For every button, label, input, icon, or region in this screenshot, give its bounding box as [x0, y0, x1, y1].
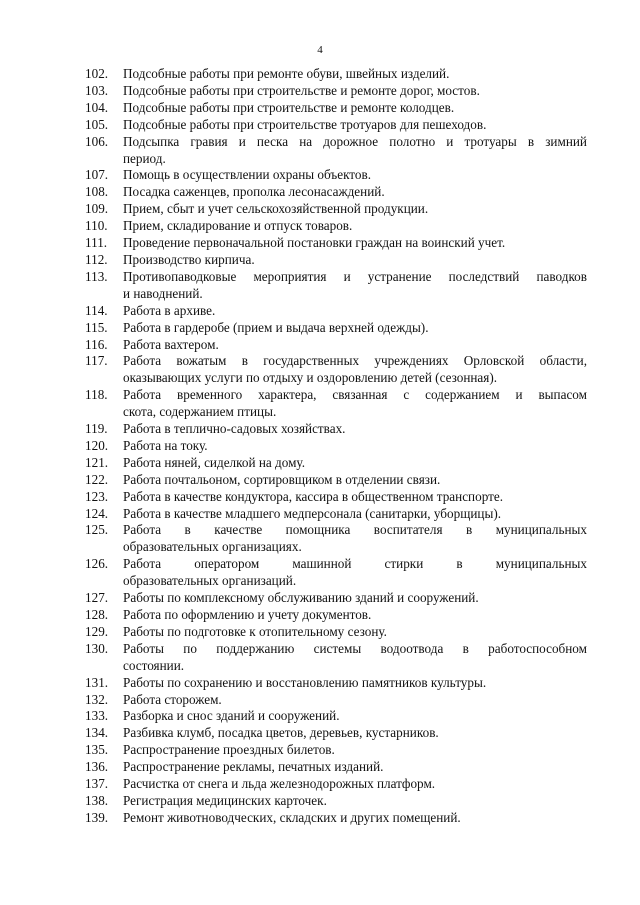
item-text: Работа няней, сиделкой на дому. [123, 454, 305, 470]
item-text: Работа вахтером. [123, 336, 219, 352]
list-item [85, 708, 587, 725]
numbered-list [85, 66, 587, 827]
item-text: Разборка и снос зданий и сооружений. [123, 708, 340, 724]
item-number: 135. [85, 742, 109, 758]
item-text: Подсобные работы при строительстве и ремонте колодцев. [123, 99, 455, 115]
item-number: 137. [85, 776, 109, 792]
item-text: Работа в качестве кондуктора, кассира в общественном транспорте. [123, 488, 504, 504]
list-item [85, 184, 587, 201]
item-text: Регистрация медицинских карточек. [123, 792, 327, 808]
list-item [85, 472, 587, 489]
item-text: Расчистка от снега и льда железнодорожных платформ. [123, 776, 436, 792]
item-text: Подсобные работы при строительстве и ремонте дорог, мостов. [123, 82, 480, 98]
item-number: 111. [85, 235, 108, 251]
item-text-line: состоянии. [123, 657, 185, 673]
item-text [123, 134, 587, 168]
item-number: 112. [85, 251, 108, 267]
item-number: 120. [85, 437, 109, 453]
item-text-line: образовательных организациях. [123, 539, 302, 555]
list-item [85, 793, 587, 810]
item-text [123, 353, 587, 387]
item-text-line: Работа оператором машинной стирки в муниципальных [123, 556, 587, 572]
item-number: 122. [85, 471, 109, 487]
item-text: Разбивка клумб, посадка цветов, деревьев, кустарников. [123, 725, 439, 741]
list-item [85, 320, 587, 337]
list-item [85, 421, 587, 438]
list-item [85, 438, 587, 455]
item-number: 128. [85, 607, 109, 622]
item-number: 103. [85, 82, 109, 98]
list-item [85, 742, 587, 759]
item-text [123, 641, 587, 675]
list-item [85, 675, 587, 692]
list-item [85, 455, 587, 472]
list-item [85, 556, 587, 590]
list-item [85, 387, 587, 421]
item-number: 116. [85, 336, 108, 352]
item-text: Работа в теплично-садовых хозяйствах. [123, 421, 346, 437]
item-number: 113. [85, 268, 108, 284]
item-text: Работа на току. [123, 437, 208, 453]
list-item [85, 607, 587, 624]
list-item [85, 83, 587, 100]
list-item [85, 641, 587, 675]
item-number: 121. [85, 454, 109, 470]
item-text: Прием, сбыт и учет сельскохозяйственной продукции. [123, 201, 429, 217]
item-text: Помощь в осуществлении охраны объектов. [123, 167, 372, 183]
item-text: Работа сторожем. [123, 691, 222, 707]
list-item [85, 759, 587, 776]
list-item [85, 218, 587, 235]
list-item [85, 117, 587, 134]
item-text [123, 556, 587, 590]
item-text: Распространение проездных билетов. [123, 742, 335, 758]
list-item [85, 337, 587, 354]
item-number: 119. [85, 421, 108, 437]
list-item [85, 776, 587, 793]
item-number: 132. [85, 691, 109, 707]
item-text: Работы по подготовке к отопительному сезону. [123, 623, 387, 639]
item-number: 139. [85, 809, 109, 825]
list-item [85, 134, 587, 168]
list-item [85, 725, 587, 742]
item-number: 115. [85, 319, 108, 335]
item-text: Работы по комплексному обслуживанию зданий и сооружений. [123, 590, 479, 606]
list-item [85, 167, 587, 184]
item-number: 102. [85, 66, 109, 81]
item-text-line: скота, содержанием птицы. [123, 404, 277, 420]
item-text: Работа в качестве младшего медперсонала (санитарки, уборщицы). [123, 505, 502, 521]
item-number: 114. [85, 302, 108, 318]
item-number: 123. [85, 488, 109, 504]
list-item [85, 269, 587, 303]
item-text-line: период. [123, 150, 166, 166]
list-item [85, 522, 587, 556]
item-number: 108. [85, 184, 109, 200]
item-number: 104. [85, 99, 109, 115]
list-item [85, 303, 587, 320]
item-text-line: Работа вожатым в государственных учреждениях Орловской области, [123, 353, 587, 369]
list-item [85, 506, 587, 523]
item-number: 117. [85, 353, 108, 369]
item-text-line: Подсыпка гравия и песка на дорожное полотно и тротуары в зимний [123, 133, 587, 149]
item-number: 110. [85, 218, 108, 234]
item-text [123, 522, 587, 556]
list-item [85, 590, 587, 607]
list-item [85, 235, 587, 252]
list-item [85, 66, 587, 83]
item-text: Работа в архиве. [123, 302, 216, 318]
item-text: Работа в гардеробе (прием и выдача верхней одежды). [123, 319, 429, 335]
item-text: Работа почтальоном, сортировщиком в отделении связи. [123, 471, 441, 487]
item-text-line: и наводнений. [123, 285, 203, 301]
item-text-line: Работа временного характера, связанная с содержанием и выпасом [123, 387, 587, 403]
item-text: Посадка саженцев, прополка лесонасаждений. [123, 184, 385, 200]
item-text: Работы по сохранению и восстановлению памятников культуры. [123, 674, 487, 690]
item-number: 134. [85, 725, 109, 741]
item-text [123, 387, 587, 421]
item-number: 105. [85, 116, 109, 132]
item-number: 109. [85, 201, 109, 217]
item-text: Распространение рекламы, печатных изданий. [123, 759, 384, 775]
item-number: 126. [85, 556, 109, 572]
item-number: 106. [85, 133, 109, 149]
list-item [85, 201, 587, 218]
item-text-line: образовательных организаций. [123, 573, 297, 589]
list-item [85, 692, 587, 709]
item-number: 130. [85, 640, 109, 656]
item-number: 127. [85, 590, 109, 606]
list-item [85, 353, 587, 387]
item-text: Прием, складирование и отпуск товаров. [123, 218, 353, 234]
item-number: 118. [85, 387, 108, 403]
item-number: 131. [85, 674, 109, 690]
item-text [123, 269, 587, 303]
item-text: Подсобные работы при строительстве тротуаров для пешеходов. [123, 116, 487, 132]
list-item [85, 100, 587, 117]
item-text: Проведение первоначальной постановки граждан на воинский учет. [123, 235, 506, 251]
item-text-line: оказывающих услуги по отдыху и оздоровлению детей (сезонная). [123, 370, 498, 386]
item-number: 133. [85, 708, 109, 724]
item-number: 138. [85, 792, 109, 808]
item-text: Работа по оформлению и учету документов. [123, 607, 372, 622]
item-text-line: Работа в качестве помощника воспитателя в муниципальных [123, 522, 587, 538]
item-text-line: Работы по поддержанию системы водоотвода в работоспособном [123, 640, 587, 656]
list-item [85, 489, 587, 506]
item-number: 107. [85, 167, 109, 183]
item-number: 136. [85, 759, 109, 775]
list-item [85, 624, 587, 641]
page-number: 4 [317, 44, 323, 56]
item-text-line: Противопаводковые мероприятия и устранение последствий паводков [123, 268, 587, 284]
item-number: 129. [85, 623, 109, 639]
item-text: Ремонт животноводческих, складских и других помещений. [123, 809, 461, 825]
item-text: Подсобные работы при ремонте обуви, швейных изделий. [123, 66, 450, 81]
item-number: 124. [85, 505, 109, 521]
item-number: 125. [85, 522, 109, 538]
list-item [85, 810, 587, 827]
item-text: Производство кирпича. [123, 251, 255, 267]
list-item [85, 252, 587, 269]
